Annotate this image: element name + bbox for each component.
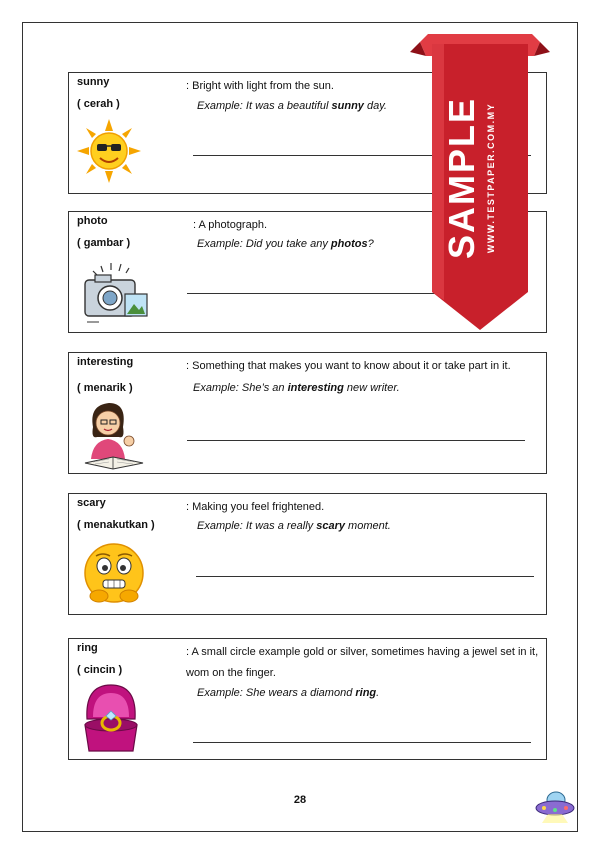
scared-face-icon	[81, 540, 147, 606]
vocab-definition: : Making you feel frightened.	[186, 501, 325, 513]
vocab-example: Example: It was a beautiful sunny day.	[197, 100, 387, 112]
vocab-translation: ( cerah )	[77, 98, 120, 110]
sun-icon	[75, 117, 143, 185]
vocab-card-interesting	[68, 352, 547, 474]
ring-box-icon	[81, 681, 141, 755]
answer-line[interactable]	[193, 742, 531, 743]
vocab-definition: : A small circle example gold or silver, sometimes having a jewel set in it, wom on the finger.	[186, 646, 539, 679]
vocab-definition: : A photograph.	[193, 219, 268, 231]
vocab-translation: ( menakutkan )	[77, 519, 155, 531]
page-number: 28	[293, 794, 307, 806]
watermark-sub-text: WWW.TESTPAPER.COM.MY	[486, 102, 496, 254]
vocab-card-scary	[68, 493, 547, 615]
ufo-icon	[534, 786, 576, 824]
vocab-example: Example: She wears a diamond ring.	[197, 687, 380, 699]
vocab-word: ring	[77, 642, 98, 654]
vocab-translation: ( menarik )	[77, 382, 133, 394]
vocab-translation: ( cincin )	[77, 664, 123, 676]
vocab-word: photo	[77, 215, 108, 227]
camera-icon	[81, 260, 151, 328]
vocab-example: Example: Did you take any photos?	[197, 238, 374, 250]
answer-line[interactable]	[187, 440, 525, 441]
vocab-word: sunny	[77, 76, 110, 88]
vocab-translation: ( gambar )	[77, 237, 131, 249]
vocab-word: scary	[77, 497, 106, 509]
vocab-definition: : Bright with light from the sun.	[186, 80, 334, 92]
vocab-example: Example: It was a really scary moment.	[197, 520, 391, 532]
vocab-card-ring	[68, 638, 547, 760]
vocab-definition: : Something that makes you want to know about it or take part in it.	[186, 360, 511, 372]
watermark-main-text: SAMPLE	[441, 96, 482, 260]
girl-reading-icon	[79, 397, 149, 473]
vocab-example: Example: She’s an interesting new writer.	[193, 382, 400, 394]
vocab-word: interesting	[77, 356, 134, 368]
answer-line[interactable]	[196, 576, 534, 577]
